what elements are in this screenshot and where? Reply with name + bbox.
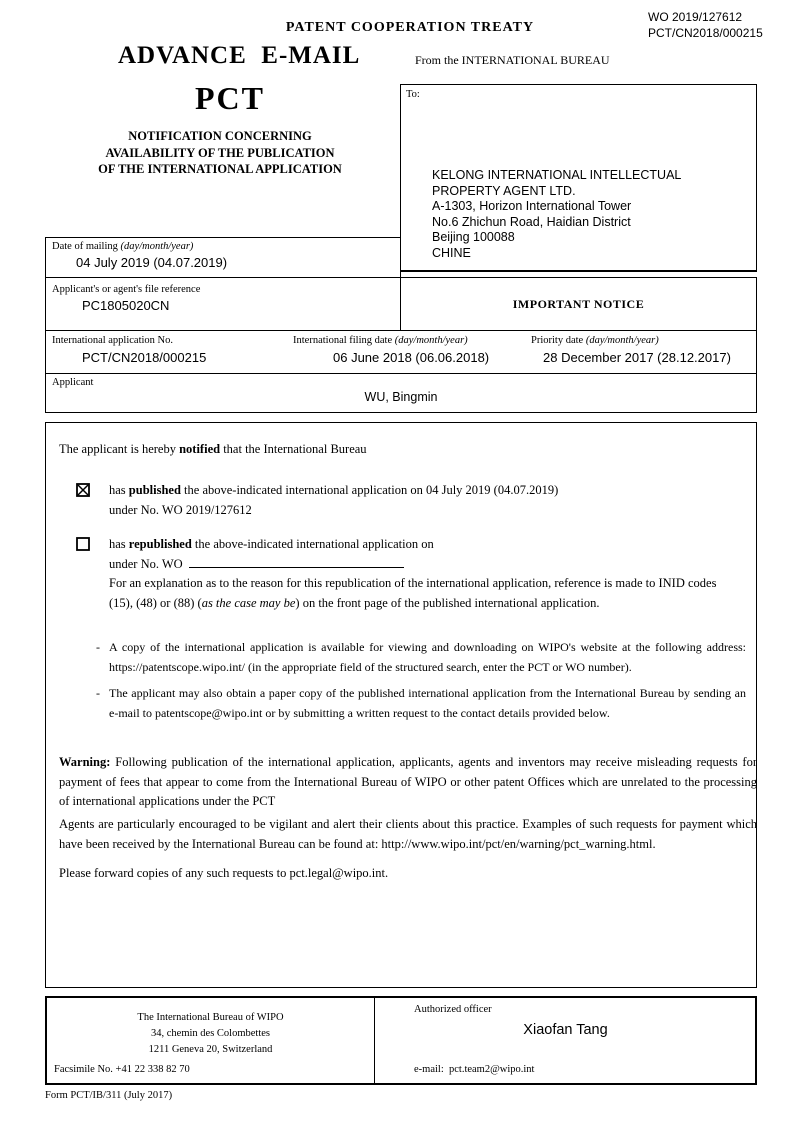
intl-application-no-label: International application No. — [52, 335, 174, 346]
copy-available-bullet — [96, 638, 746, 677]
agents-paragraph: Agents are particularly encouraged to be vigilant and alert their clients about this practice. Examples of such requests for payment which have been received by the International Bureau can be found at: http://www.wipo.int/pct/en/warning/pct_warning.html. — [59, 817, 757, 851]
republished-line2 — [109, 555, 754, 575]
published-line1 — [109, 481, 744, 501]
republished-bold: republished — [128, 537, 192, 551]
main-body-box — [45, 422, 757, 988]
to-label: To: — [406, 89, 420, 100]
important-notice-text: IMPORTANT NOTICE — [512, 296, 645, 311]
intl-filing-date-value: 06 June 2018 (06.06.2018) — [333, 350, 490, 365]
republished-line4-pre: (15), (48) or (88) ( — [109, 595, 202, 610]
intl-filing-date-label — [293, 335, 489, 347]
paper-copy-text: The applicant may also obtain a paper copy of the published international application from the International Bureau by sending an e-mail to patentscope@wipo.int or by submitting a written request to the contact details provided below. — [109, 686, 746, 720]
applicant-label: Applicant — [52, 377, 94, 388]
address-line: KELONG INTERNATIONAL INTELLECTUAL — [432, 168, 682, 182]
notification-title-line: OF THE INTERNATIONAL APPLICATION — [98, 162, 342, 176]
blank-underline — [189, 556, 404, 568]
published-line2: under No. WO 2019/127612 — [109, 502, 252, 517]
reference-numbers — [648, 9, 763, 41]
published-post: the above-indicated international application on 04 July 2019 (04.07.2019) — [184, 483, 559, 497]
date-of-mailing-label-text: Date of mailing — [52, 241, 118, 252]
priority-date-label-note: (day/month/year) — [585, 335, 659, 346]
address-line: No.6 Zhichun Road, Haidian District — [432, 214, 631, 229]
paper-copy-bullet — [96, 684, 746, 723]
priority-date-label-text: Priority date — [531, 335, 584, 346]
priority-date-label — [531, 335, 731, 347]
intro-line — [59, 440, 367, 460]
republished-statement — [109, 535, 754, 613]
footer-box — [45, 996, 757, 1085]
published-pre: has — [109, 483, 126, 497]
copy-available-text: A copy of the international application is available for viewing and downloading on WIPO's website at the following address: https://patentscope.wipo.int/ (in the appropriate field of the structured search, enter the PCT or WO number). — [109, 640, 746, 674]
bureau-address — [47, 1010, 374, 1058]
intro-pre: The applicant is hereby — [59, 442, 176, 456]
notification-title — [52, 128, 388, 178]
address-line: PROPERTY AGENT LTD. — [432, 183, 576, 198]
facsimile-number: Facsimile No. +41 22 338 82 70 — [54, 1064, 190, 1075]
recipient-address — [432, 168, 681, 261]
authorized-officer-name: Xiaofan Tang — [523, 1022, 608, 1038]
notification-title-line: NOTIFICATION CONCERNING — [128, 129, 312, 143]
warning-label: Warning: — [59, 755, 111, 769]
footer-divider — [374, 998, 375, 1083]
file-reference-value: PC1805020CN — [82, 298, 170, 313]
intl-filing-date-label-text: International filing date — [293, 335, 393, 346]
bureau-address-line: The International Bureau of WIPO — [137, 1012, 284, 1023]
notification-title-line: AVAILABILITY OF THE PUBLICATION — [105, 145, 335, 160]
footer-email: e-mail: pct.team2@wipo.int — [414, 1064, 535, 1075]
dash-icon: - — [96, 686, 100, 700]
date-of-mailing-label-note: (day/month/year) — [120, 241, 194, 252]
advance-email-title: ADVANCE E-MAIL — [118, 42, 361, 69]
intro-post: that the International Bureau — [223, 442, 367, 456]
address-line: Beijing 100088 — [432, 230, 515, 244]
republished-line4-post: ) on the front page of the published international application. — [295, 595, 600, 610]
forward-requests-line: Please forward copies of any such requests to pct.legal@wipo.int. — [59, 866, 389, 880]
republished-line2-text: under No. WO — [109, 556, 183, 571]
dash-icon: - — [96, 640, 100, 654]
priority-date-value: 28 December 2017 (28.12.2017) — [543, 350, 731, 365]
intl-filing-date-label-note: (day/month/year) — [394, 335, 468, 346]
applicant-row — [45, 373, 757, 413]
treaty-title: PATENT COOPERATION TREATY — [285, 20, 535, 35]
republished-line1 — [109, 535, 754, 555]
file-reference-box — [45, 277, 401, 331]
checked-checkbox-icon — [76, 483, 90, 502]
wo-number: WO 2019/127612 — [648, 10, 743, 24]
republished-post: the above-indicated international application on — [194, 537, 434, 551]
authorized-officer-label: Authorized officer — [414, 1004, 492, 1015]
republished-line4-italic: as the case may be — [201, 595, 296, 610]
from-bureau-line: From the INTERNATIONAL BUREAU — [415, 53, 610, 67]
published-bold: published — [128, 483, 181, 497]
date-of-mailing-box — [45, 237, 401, 278]
republished-line3: For an explanation as to the reason for this republication of the international application, reference is made to INID codes — [109, 576, 717, 590]
applicant-value: WU, Bingmin — [364, 390, 438, 404]
warning-paragraph — [59, 753, 757, 812]
priority-date-field — [531, 335, 731, 365]
form-number: Form PCT/IB/311 (July 2017) — [45, 1090, 173, 1101]
published-statement — [109, 481, 744, 520]
intl-application-no-field — [52, 335, 206, 365]
intl-filing-date-field — [293, 335, 489, 365]
unchecked-checkbox-icon — [76, 537, 90, 556]
important-notice-box — [400, 277, 757, 331]
address-line: A-1303, Horizon International Tower — [432, 199, 632, 213]
date-of-mailing-value: 04 July 2019 (04.07.2019) — [76, 255, 228, 270]
republished-line4 — [109, 594, 754, 614]
address-line: CHINE — [432, 245, 471, 260]
intro-bold: notified — [179, 442, 221, 456]
file-reference-label: Applicant's or agent's file reference — [52, 284, 201, 295]
pct-number: PCT/CN2018/000215 — [648, 26, 763, 40]
date-of-mailing-label — [52, 241, 400, 253]
bureau-address-line: 1211 Geneva 20, Switzerland — [148, 1044, 273, 1055]
pct-logo: PCT — [195, 80, 265, 116]
bureau-address-line: 34, chemin des Colombettes — [151, 1028, 270, 1039]
intl-application-no-value: PCT/CN2018/000215 — [82, 350, 207, 365]
warning-text: Following publication of the international application, applicants, agents and inventors may receive misleading requests for payment of fees that appear to come from the International Bureau of WIPO or other patent Offices which are unrelated to the processing of international applications under the PCT — [59, 755, 758, 808]
application-dates-row — [45, 330, 757, 374]
republished-pre: has — [109, 537, 126, 551]
